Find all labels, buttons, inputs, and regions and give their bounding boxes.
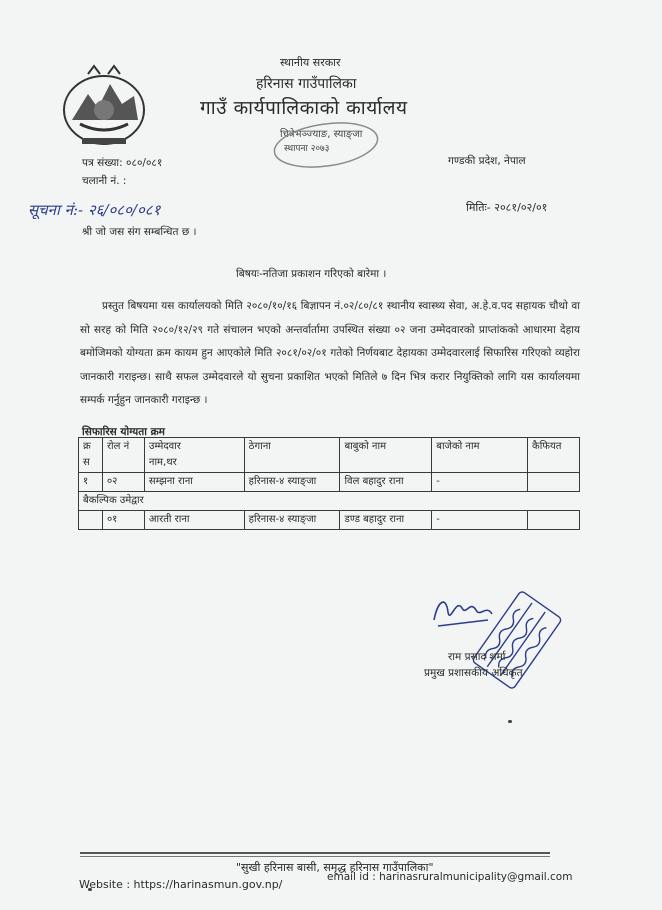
nepal-emblem-icon	[58, 64, 150, 148]
table-cell: -	[432, 473, 528, 492]
letter-number: पत्र संख्या: ०८०/०८१	[82, 157, 163, 169]
municipality-name: हरिनास गाउँपालिका	[256, 76, 357, 92]
results-table	[78, 437, 580, 530]
table-cell: हरिनास-४ स्याङ्जा	[244, 511, 340, 530]
table-cell: आरती राना	[144, 511, 244, 530]
table-cell: सम्झना राना	[144, 473, 244, 492]
header-cell: रोल नं	[102, 438, 144, 473]
footer-slogan: "सुखी हरिनास बासी, समृद्ध हरिनास गाउँपालिका"	[236, 861, 434, 874]
subject-line: बिषयः-नतिजा प्रकाशन गरिएको बारेमा ।	[236, 268, 387, 280]
province-label: गण्डकी प्रदेश, नेपाल	[448, 155, 526, 167]
table-cell: -	[432, 511, 528, 530]
footer-divider	[80, 852, 550, 854]
government-label: स्थानीय सरकार	[280, 56, 341, 69]
office-address: चित्रेभञ्ज्याङ, स्याङ्जा	[280, 129, 363, 140]
header-cell: उम्मेदवार नाम,थर	[144, 438, 244, 473]
header-cell: क्र स	[79, 438, 103, 473]
table-cell	[79, 511, 103, 530]
footer-divider	[80, 856, 550, 857]
notice-date: मितिः- २०८१/०२/०१	[466, 201, 548, 214]
office-name: गाउँ कार्यपालिकाको कार्यालय	[200, 97, 408, 119]
established-year: स्थापना २०७३	[284, 144, 330, 154]
table-cell	[528, 511, 580, 530]
header-cell: ठेगाना	[244, 438, 340, 473]
notice-reference-handwritten: सूचना नं:- २६/०८०/०८१	[28, 201, 161, 219]
table-cell: हरिनास-४ स्याङ्जा	[244, 473, 340, 492]
office-stamp-icon	[270, 120, 382, 170]
notice-body: प्रस्तुत बिषयमा यस कार्यालयको मिति २०८०/१०/१६ बिज्ञापन नं.०२/८०/८१ स्थानीय स्वास्थ्य सेवा, अ.हे.व.पद सहायक चौथो वा सो सरह को मिति २०८०/१२/२९ गते संचालन भएको अन्तर्वार्तामा उपस्थित संख्या ०२ जना उम्मेदवारको प्राप्तांकको आधारमा देहाय बमोजिमको योग्यता क्रम कायम हुन आएकोले मिति २०८१/०२/०१ गतेको निर्णयबाट देहायका उम्मेदवारलाई सिफारिस गरिएको व्यहोरा जानकारी गराइन्छ। साथै सफल उम्मेदवारले यो सुचना प्रकाशित भएको मितिले ७ दिन भित्र करार नियुक्तिको लागि यस कार्यालयमा सम्पर्क गर्नुहुन जानकारी गराइन्छ ।	[80, 300, 580, 406]
table-row	[79, 473, 580, 492]
footer-website: Website : https://harinasmun.gov.np/	[79, 878, 283, 891]
signature-icon	[428, 590, 498, 635]
table-cell: ०१	[102, 511, 144, 530]
signatory-title: प्रमुख प्रशासकीय अधिकृत	[424, 667, 523, 679]
alternate-label-row	[79, 492, 580, 511]
alternate-label: बैकल्पिक उमेद्वार	[79, 492, 580, 511]
dispatch-number: चलानी नं. :	[82, 175, 127, 187]
header-cell: कैफियत	[528, 438, 580, 473]
header-cell: बाबुको नाम	[340, 438, 432, 473]
table-cell: विल बहादुर राना	[340, 473, 432, 492]
table-cell	[528, 473, 580, 492]
footer-email: email id : harinasruralmunicipality@gmail.com	[327, 871, 573, 883]
header-cell: बाजेको नाम	[432, 438, 528, 473]
table-cell: डण्ड बहादुर राना	[340, 511, 432, 530]
table-title: सिफारिस योग्यता क्रम	[82, 426, 165, 438]
table-cell: १	[79, 473, 103, 492]
table-header-row	[79, 438, 580, 473]
table-cell: ०२	[102, 473, 144, 492]
ink-speck	[508, 720, 512, 723]
addressee: श्री जो जस संग सम्बन्धित छ ।	[82, 226, 197, 238]
signatory-name: राम प्रसाद शर्मा	[448, 651, 506, 663]
table-row	[79, 511, 580, 530]
